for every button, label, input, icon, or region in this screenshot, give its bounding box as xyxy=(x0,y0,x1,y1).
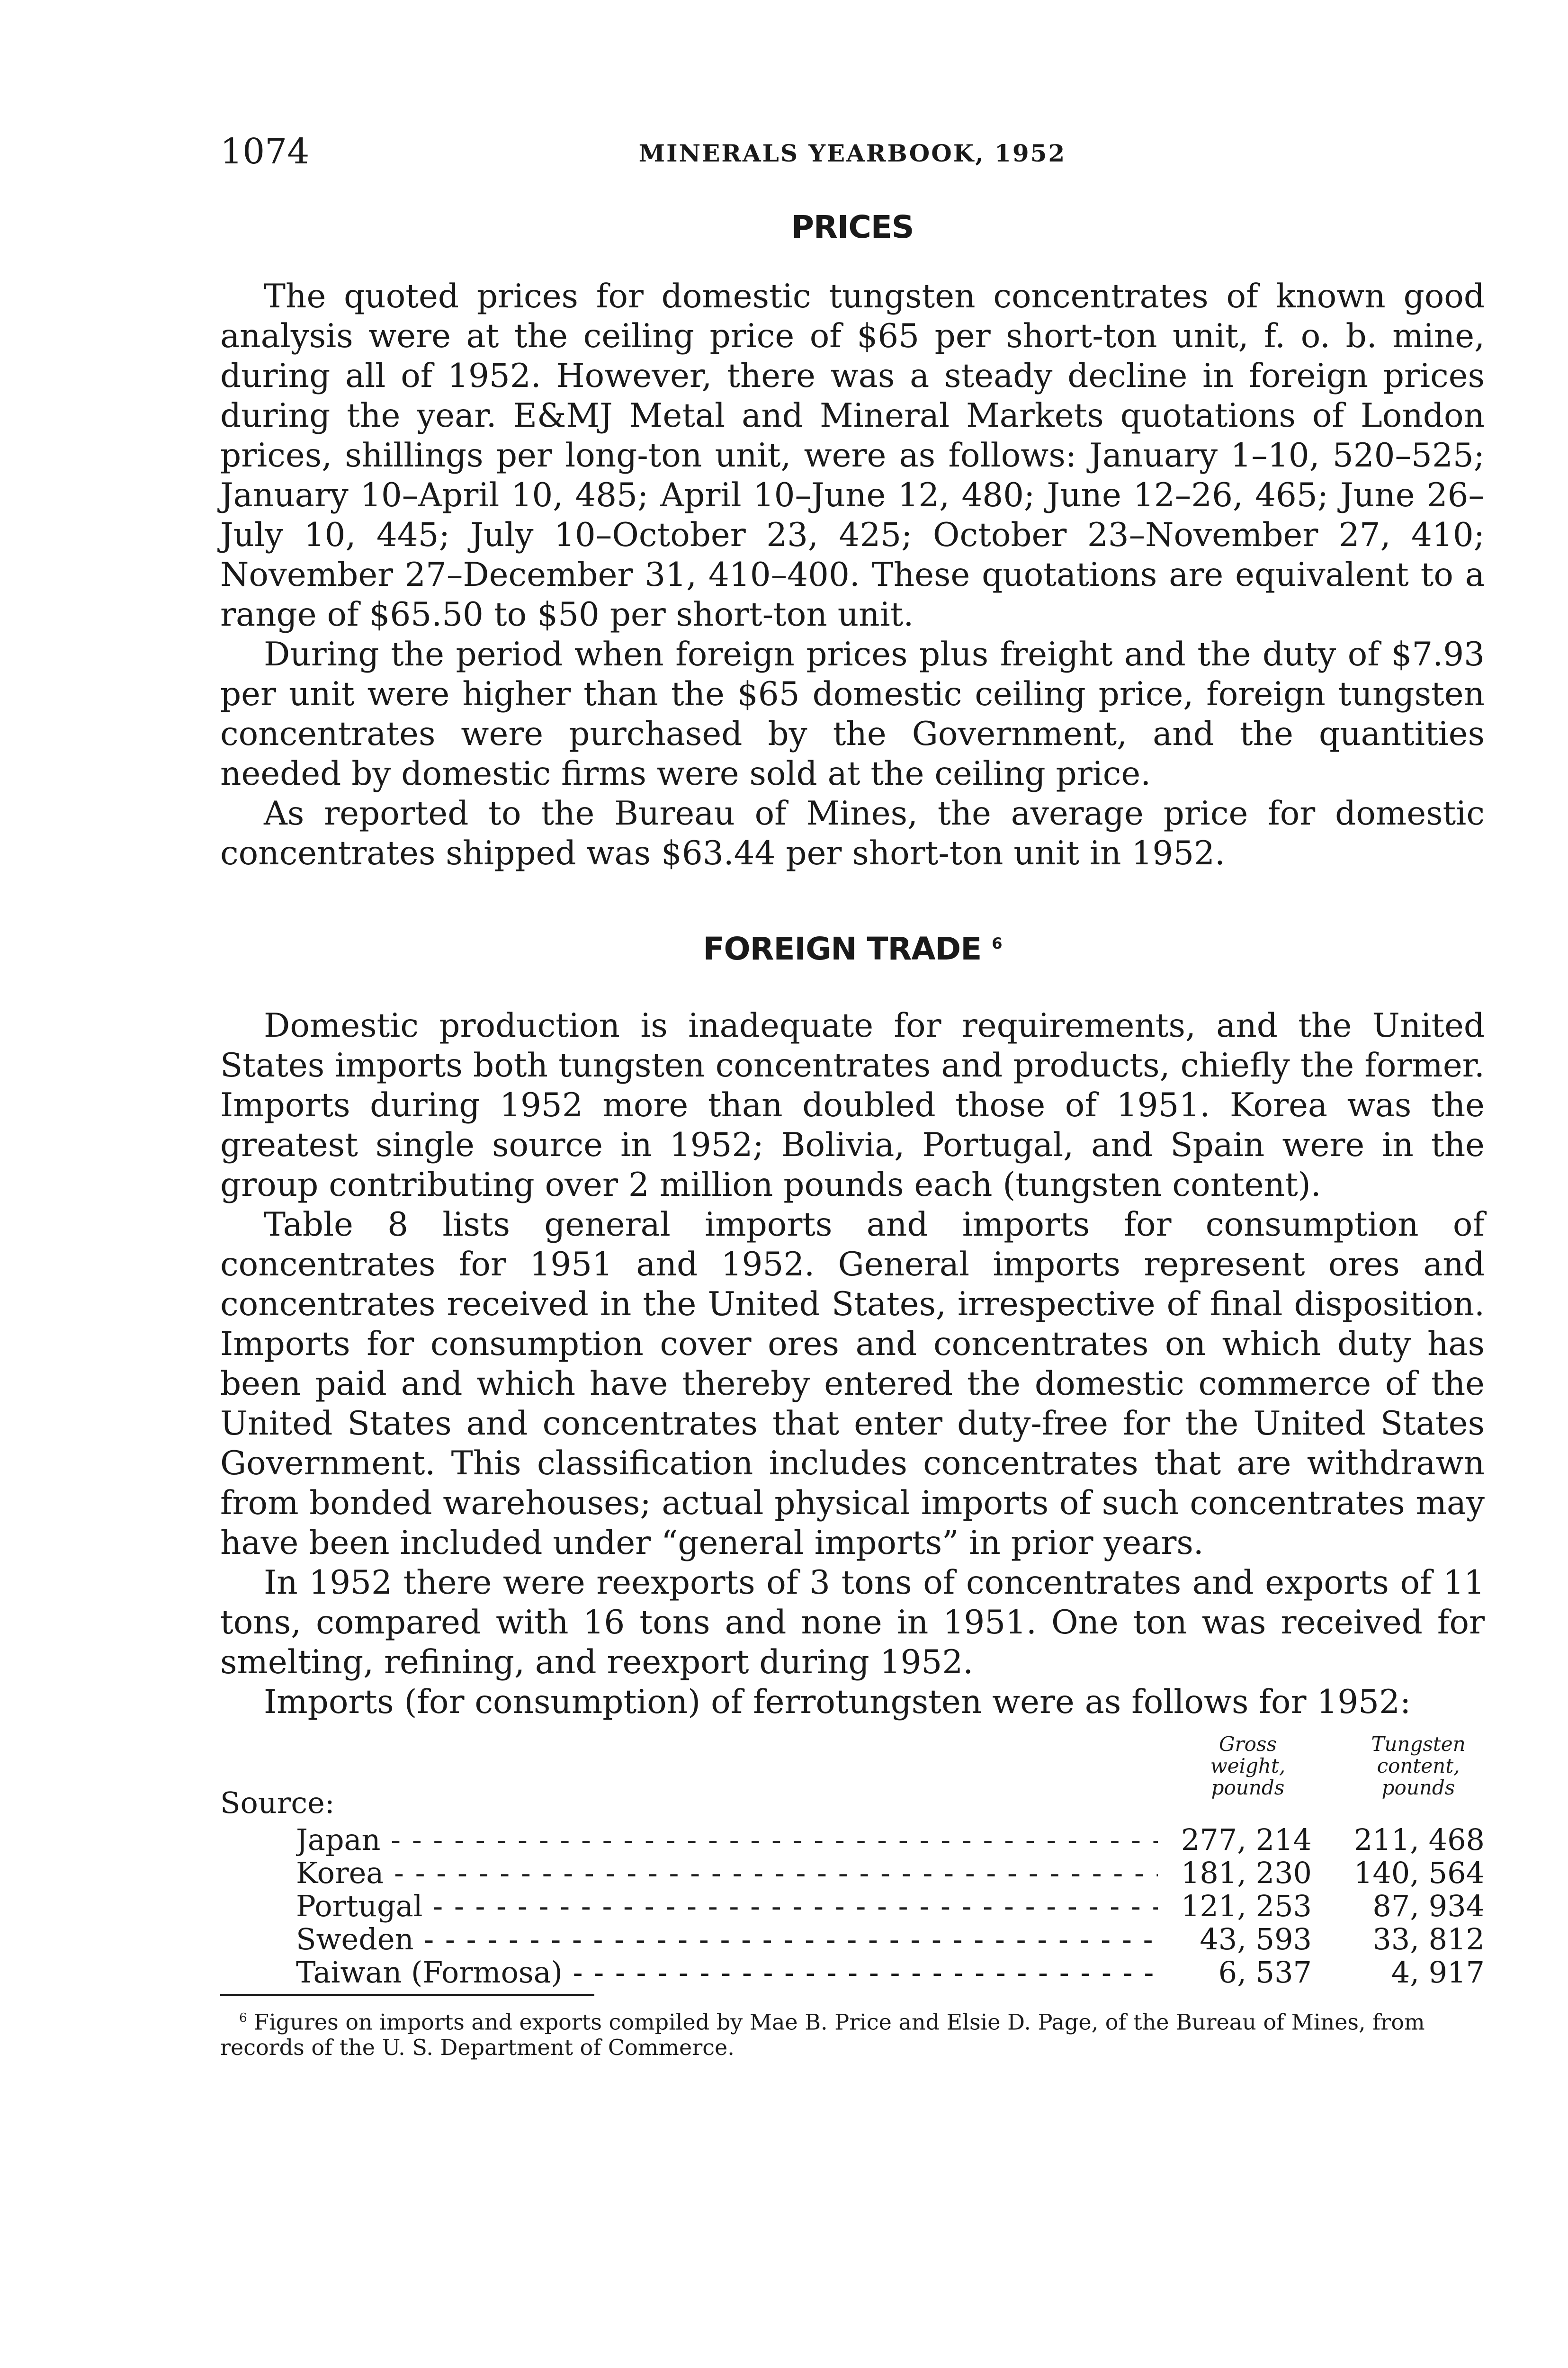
row-tungsten-content: 140, 564 xyxy=(1353,1856,1485,1890)
row-gross-weight: 6, 537 xyxy=(1218,1955,1312,1990)
tungsten-content-column-header: Tungsten content, pounds xyxy=(1371,1732,1466,1799)
row-tungsten-content: 211, 468 xyxy=(1353,1822,1485,1857)
prices-paragraph-1: The quoted prices for domestic tungsten concentrates of known good analysis were at the ceiling price of $65 per short-ton unit, f. o. b. mine, during all of 1952. However, there was a steady decline in foreign prices during the year. E&MJ Metal and Mineral Markets quotations of London prices, shillings per long-ton unit, were as follows: January 1–10, 520–525; January 10–April 10, 485; April 10–June 12, 480; June 12–26, 465; June 26–July 10, 445; July 10–October 23, 425; October 23–November 27, 410; November 27–December 31, 410–400. These quotations are equivalent to a range of $65.50 to $50 per short-ton unit. xyxy=(220,278,1485,634)
row-source: Korea - - - xyxy=(296,1857,1158,1890)
footnote xyxy=(220,2005,1485,2060)
prices-paragraph-3: As reported to the Bureau of Mines, the average price for domestic concentrates shipped was $63.44 per short-ton unit in 1952. xyxy=(220,795,1485,872)
footnote-reference-mark: 6 xyxy=(992,934,1002,952)
row-source: Sweden - - - xyxy=(296,1923,1158,1956)
section-heading-foreign-trade xyxy=(220,925,1485,973)
source-column-label: Source: xyxy=(220,1785,335,1820)
table-row xyxy=(220,1923,1485,1956)
table-row xyxy=(220,1823,1485,1857)
foreign-trade-paragraph-2: Table 8 lists general imports and imports for consumption of concentrates for 1951 and 1952. General imports represent ores and concentrates received in the United States, irrespective of final disposition. Imports for consumption cover ores and concentrates on which duty has been paid and which have thereby entered the domestic commerce of the United States and concentrates that enter duty-free for the United States Government. This classification includes concentrates that are withdrawn from bonded warehouses; actual physical imports of such concentrates may have been included under “general imports” in prior years. xyxy=(220,1206,1485,1562)
page-header xyxy=(220,128,1485,189)
ferrotungsten-imports-table xyxy=(220,1729,1485,1989)
row-tungsten-content: 33, 812 xyxy=(1372,1922,1485,1956)
document-page xyxy=(220,128,1485,2060)
foreign-trade-paragraph-4: Imports (for consumption) of ferrotungsten were as follows for 1952: xyxy=(264,1683,1411,1721)
row-source: Portugal - - - xyxy=(296,1890,1158,1923)
table-header xyxy=(220,1729,1485,1823)
row-source: Japan - - - xyxy=(296,1823,1158,1857)
section-heading-prices: PRICES xyxy=(791,209,914,245)
table-row xyxy=(220,1956,1485,1989)
footnote-text: Figures on imports and exports compiled by Mae B. Price and Elsie D. Page, of the Bureau of Mines, from records of the U. S. Department of Commerce. xyxy=(220,2009,1425,2061)
prices-paragraph-2: During the period when foreign prices plus freight and the duty of $7.93 per unit were higher than the $65 domestic ceiling price, foreign tungsten concentrates were purchased by the Government, and the quantities needed by domestic firms were sold at the ceiling price. xyxy=(220,636,1485,793)
row-gross-weight: 121, 253 xyxy=(1181,1889,1312,1923)
row-gross-weight: 43, 593 xyxy=(1200,1922,1312,1956)
foreign-trade-paragraph-3: In 1952 there were reexports of 3 tons of concentrates and exports of 11 tons, compared with 16 tons and none in 1951. One ton was received for smelting, refining, and reexport during 1952. xyxy=(220,1564,1485,1681)
row-source: Taiwan (Formosa) - - - xyxy=(296,1956,1158,1989)
table-row xyxy=(220,1890,1485,1923)
foreign-trade-paragraph-1: Domestic production is inadequate for requirements, and the United States imports both tungsten concentrates and products, chiefly the former. Imports during 1952 more than doubled those of 1951. Korea was the greatest single source in 1952; Bolivia, Portugal, and Spain were in the group contributing over 2 million pounds each (tungsten content). xyxy=(220,1007,1485,1204)
row-tungsten-content: 4, 917 xyxy=(1391,1955,1485,1990)
footnote-mark: 6 xyxy=(239,2011,247,2025)
footnote-rule xyxy=(220,1994,594,1996)
page-number: 1074 xyxy=(220,131,310,172)
foreign-trade-heading-text: FOREIGN TRADE xyxy=(703,931,982,967)
table-row xyxy=(220,1857,1485,1890)
row-gross-weight: 277, 214 xyxy=(1181,1822,1312,1857)
row-gross-weight: 181, 230 xyxy=(1181,1856,1312,1890)
row-tungsten-content: 87, 934 xyxy=(1372,1889,1485,1923)
running-title: MINERALS YEARBOOK, 1952 xyxy=(638,139,1066,167)
gross-weight-column-header: Gross weight, pounds xyxy=(1210,1732,1286,1799)
